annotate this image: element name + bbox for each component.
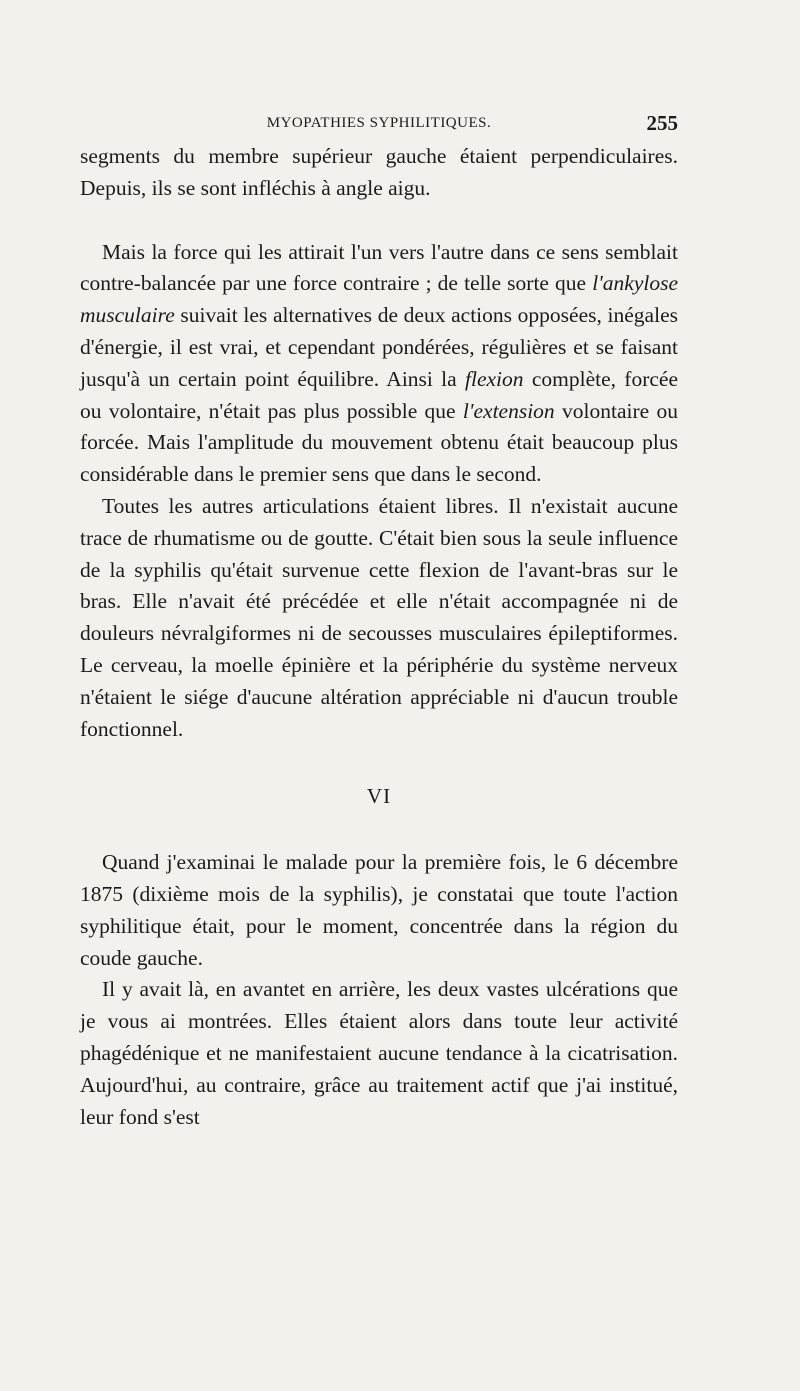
page-number: 255 [646,111,678,135]
paragraph-2-part-d: volontaire ou forcée. Mais l'amplitude du mouvement obtenu était beaucoup plus considérable dans le premier sens que dans le second. [80,398,678,487]
emphasis-flexion: flexion [465,366,524,391]
paragraph-2-part-b: suivait les alternatives de deux actions opposées, inégales d'énergie, il est vrai, et cependant pondérées, régulières et se faisant jusqu'à un certain point équilibre. Ainsi la [80,303,678,391]
running-head [80,113,678,137]
paragraph-3: Toutes les autres articulations étaient libres. Il n'existait aucune trace de rhumatisme ou de goutte. C'était bien sous la seule influence de la syphilis qu'était survenue cette flexion de l'avant-bras sur le bras. Elle n'avait été précédée et elle n'était accompagnée ni de douleurs névralgiformes ni de secousses musculaires épileptiformes. Le cerveau, la moelle épinière et la périphérie du système nerveux n'étaient le siége d'aucune altération appréciable ni d'aucun trouble fonctionnel. [80,493,678,741]
paragraph-2-part-a: Mais la force qui les attirait l'un vers l'autre dans ce sens semblait contre-balancée par une force contraire ; de telle sorte que [80,239,678,296]
paragraph-2-part-c: complète, forcée ou volontaire, n'était pas plus possible que [80,366,679,423]
paragraph-1: segments du membre supérieur gauche étaient perpendiculaires. Depuis, ils se sont infléchis à angle aigu. [80,144,678,200]
paragraph-4: Quand j'examinai le malade pour la première fois, le 6 décembre 1875 (dixième mois de la syphilis), je constatai que toute l'action syphilitique était, pour le moment, concentrée dans la région du coude gauche. [80,850,678,970]
paragraph-2 [80,237,678,491]
body-text [80,141,678,1133]
paragraph-5: Il y avait là, en avantet en arrière, les deux vastes ulcérations que je vous ai montrées. Elles étaient alors dans toute leur activité phagédénique et ne manifestaient aucune tendance à la cicatrisation. Aujourd'hui, au contraire, grâce au traitement actif que j'ai institué, leur fond s'est [80,977,678,1129]
emphasis-ankylose: l'ankylose musculaire [80,271,678,328]
running-title: MYOPATHIES SYPHILITIQUES. [266,115,492,131]
section-heading: VI [366,784,392,809]
emphasis-extension: l'extension [462,398,555,423]
